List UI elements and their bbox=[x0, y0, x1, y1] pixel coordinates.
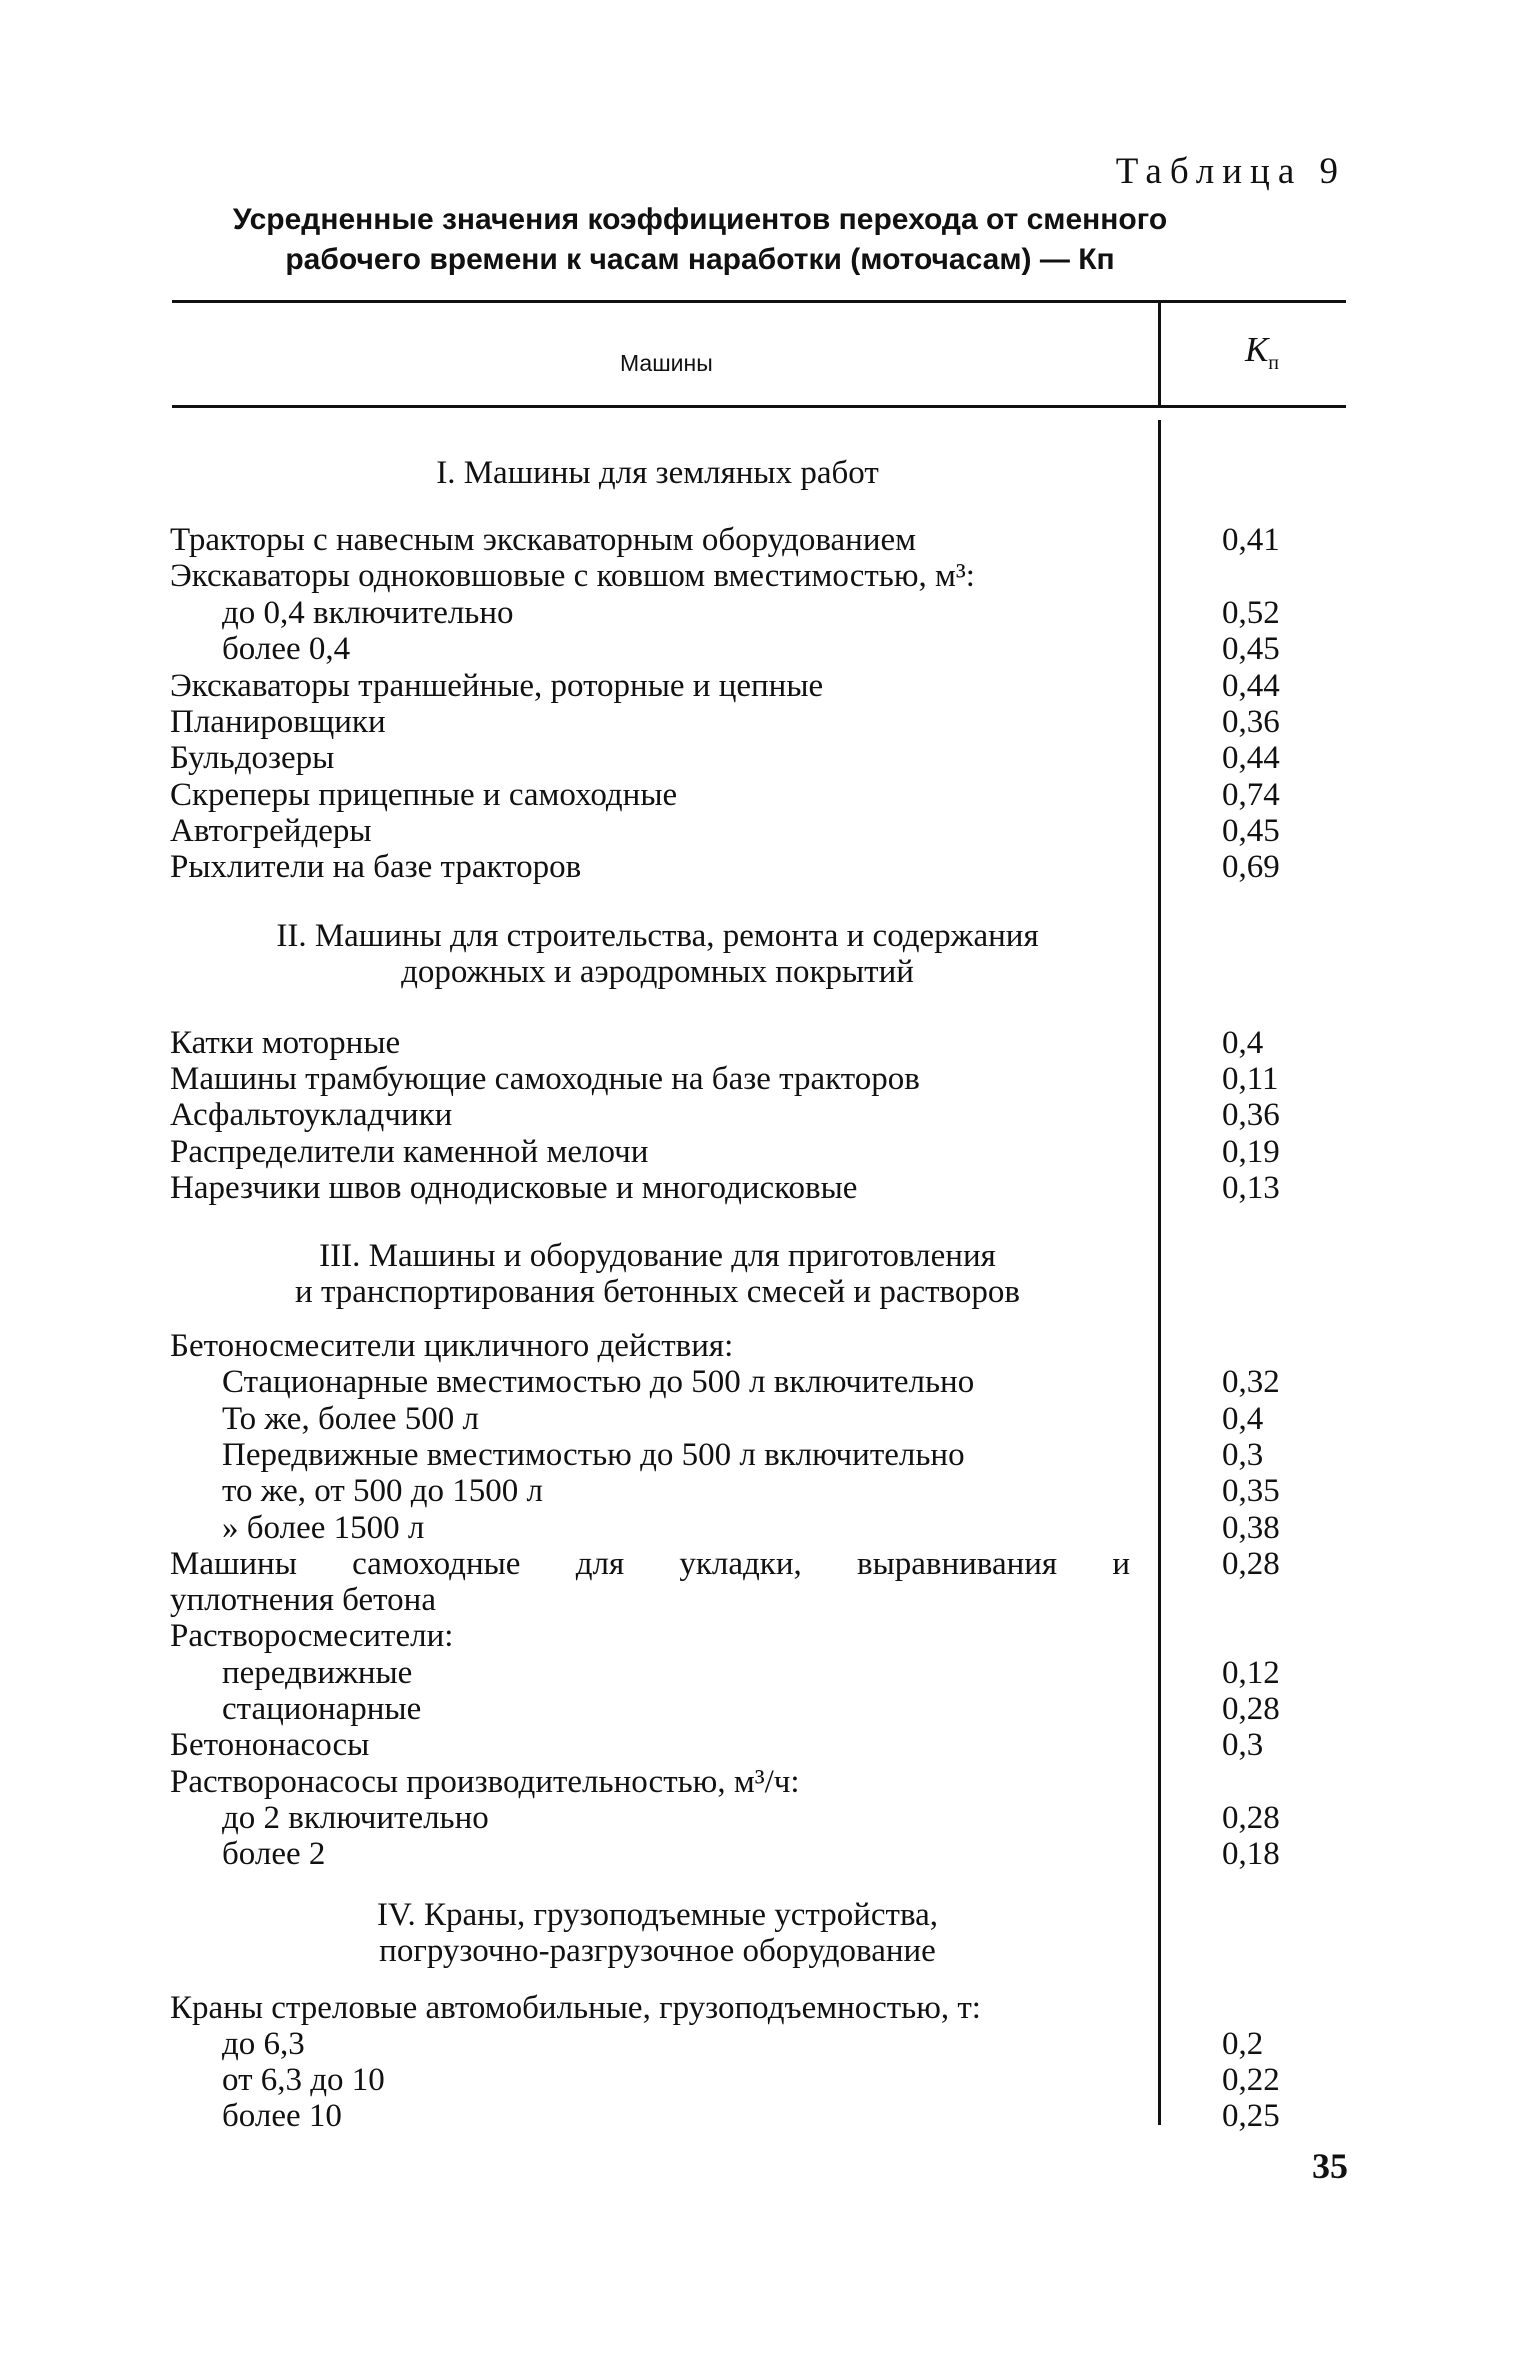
row-value: 0,13 bbox=[1222, 1170, 1280, 1206]
row-value: 0,19 bbox=[1222, 1134, 1280, 1170]
row-label: Передвижные вместимостью до 500 л включительно bbox=[222, 1437, 965, 1473]
row-label: Экскаваторы одноковшовые с ковшом вместимостью, м³: bbox=[170, 558, 975, 594]
row-label: » более 1500 л bbox=[222, 1510, 425, 1546]
column-header-machines: Машины bbox=[620, 350, 713, 376]
row-value: 0,41 bbox=[1222, 522, 1280, 558]
table-caption-line-1: Усредненные значения коэффициентов перехода от сменного bbox=[232, 203, 1168, 236]
section-title: дорожных и аэродромных покрытий bbox=[401, 954, 914, 990]
row-value: 0,4 bbox=[1222, 1025, 1264, 1061]
row-value: 0,32 bbox=[1222, 1364, 1280, 1400]
row-label: передвижные bbox=[222, 1655, 413, 1691]
row-label: то же, от 500 до 1500 л bbox=[222, 1473, 543, 1509]
row-value: 0,45 bbox=[1222, 813, 1280, 849]
section-title: I. Машины для земляных работ bbox=[436, 455, 879, 491]
column-header-k: $К_п$ bbox=[1245, 330, 1279, 374]
row-label: до 6,3 bbox=[222, 2026, 305, 2062]
row-label: Автогрейдеры bbox=[170, 813, 372, 849]
row-value: 0,69 bbox=[1222, 849, 1280, 885]
row-value: 0,2 bbox=[1222, 2026, 1264, 2062]
row-label: Асфальтоукладчики bbox=[170, 1097, 453, 1133]
row-label: до 0,4 включительно bbox=[222, 595, 514, 631]
row-value: 0,74 bbox=[1222, 777, 1280, 813]
row-value: 0,3 bbox=[1222, 1437, 1264, 1473]
row-label: до 2 включительно bbox=[222, 1800, 489, 1836]
row-label: более 2 bbox=[222, 1836, 326, 1872]
section-title: погрузочно-разгрузочное оборудование bbox=[379, 1933, 936, 1969]
row-label: от 6,3 до 10 bbox=[222, 2062, 385, 2098]
row-label: Стационарные вместимостью до 500 л включительно bbox=[222, 1364, 975, 1400]
row-label: уплотнения бетона bbox=[170, 1582, 436, 1618]
row-value: 0,36 bbox=[1222, 704, 1280, 740]
row-label: Нарезчики швов однодисковые и многодисковые bbox=[170, 1170, 858, 1206]
page-number: 35 bbox=[1312, 2146, 1348, 2186]
row-label: Планировщики bbox=[170, 704, 386, 740]
row-value: 0,44 bbox=[1222, 740, 1280, 776]
row-label: Скреперы прицепные и самоходные bbox=[170, 777, 678, 813]
row-label: Бетононасосы bbox=[170, 1727, 370, 1763]
row-label: Тракторы с навесным экскаваторным оборудованием bbox=[170, 522, 917, 558]
section-title: и транспортирования бетонных смесей и растворов bbox=[295, 1274, 1020, 1310]
row-label: Краны стреловые автомобильные, грузоподъемностью, т: bbox=[170, 1990, 981, 2026]
row-label: Растворонасосы производительностью, м³/ч: bbox=[170, 1764, 800, 1800]
row-label: Катки моторные bbox=[170, 1025, 401, 1061]
row-label: То же, более 500 л bbox=[222, 1401, 480, 1437]
row-label: Машины самоходные для укладки, выравнивания и bbox=[170, 1546, 1130, 1582]
header-column-divider bbox=[1158, 300, 1161, 405]
table-label: Таблица 9 bbox=[1115, 151, 1346, 192]
row-value: 0,25 bbox=[1222, 2098, 1280, 2134]
header-bottom-rule bbox=[172, 405, 1346, 408]
row-value: 0,28 bbox=[1222, 1800, 1280, 1836]
row-label: более 10 bbox=[222, 2098, 342, 2134]
row-value: 0,44 bbox=[1222, 668, 1280, 704]
body-column-divider bbox=[1158, 420, 1161, 2125]
row-value: 0,4 bbox=[1222, 1401, 1264, 1437]
row-value: 0,45 bbox=[1222, 631, 1280, 667]
section-title: IV. Краны, грузоподъемные устройства, bbox=[376, 1897, 939, 1933]
row-label: Машины трамбующие самоходные на базе тракторов bbox=[170, 1061, 920, 1097]
row-label: Бульдозеры bbox=[170, 740, 335, 776]
row-value: 0,38 bbox=[1222, 1510, 1280, 1546]
row-value: 0,35 bbox=[1222, 1473, 1280, 1509]
row-label: Бетоносмесители цикличного действия: bbox=[170, 1328, 734, 1364]
row-value: 0,36 bbox=[1222, 1097, 1280, 1133]
row-value: 0,28 bbox=[1222, 1546, 1280, 1582]
row-value: 0,18 bbox=[1222, 1836, 1280, 1872]
row-value: 0,28 bbox=[1222, 1691, 1280, 1727]
table-top-rule bbox=[172, 300, 1346, 303]
row-label: Экскаваторы траншейные, роторные и цепные bbox=[170, 668, 824, 704]
row-value: 0,22 bbox=[1222, 2062, 1280, 2098]
row-value: 0,12 bbox=[1222, 1655, 1280, 1691]
row-label: более 0,4 bbox=[222, 631, 351, 667]
row-label: Рыхлители на базе тракторов bbox=[170, 849, 582, 885]
row-value: 0,52 bbox=[1222, 595, 1280, 631]
row-value: 0,11 bbox=[1222, 1061, 1279, 1097]
row-label: Распределители каменной мелочи bbox=[170, 1134, 649, 1170]
row-value: 0,3 bbox=[1222, 1727, 1264, 1763]
row-label: Растворосмесители: bbox=[170, 1618, 454, 1654]
row-label: стационарные bbox=[222, 1691, 422, 1727]
table-caption-line-2: рабочего времени к часам наработки (моточасам) — Кп bbox=[285, 243, 1115, 276]
section-title: II. Машины для строительства, ремонта и содержания bbox=[276, 918, 1039, 954]
section-title: III. Машины и оборудование для приготовления bbox=[319, 1238, 996, 1274]
